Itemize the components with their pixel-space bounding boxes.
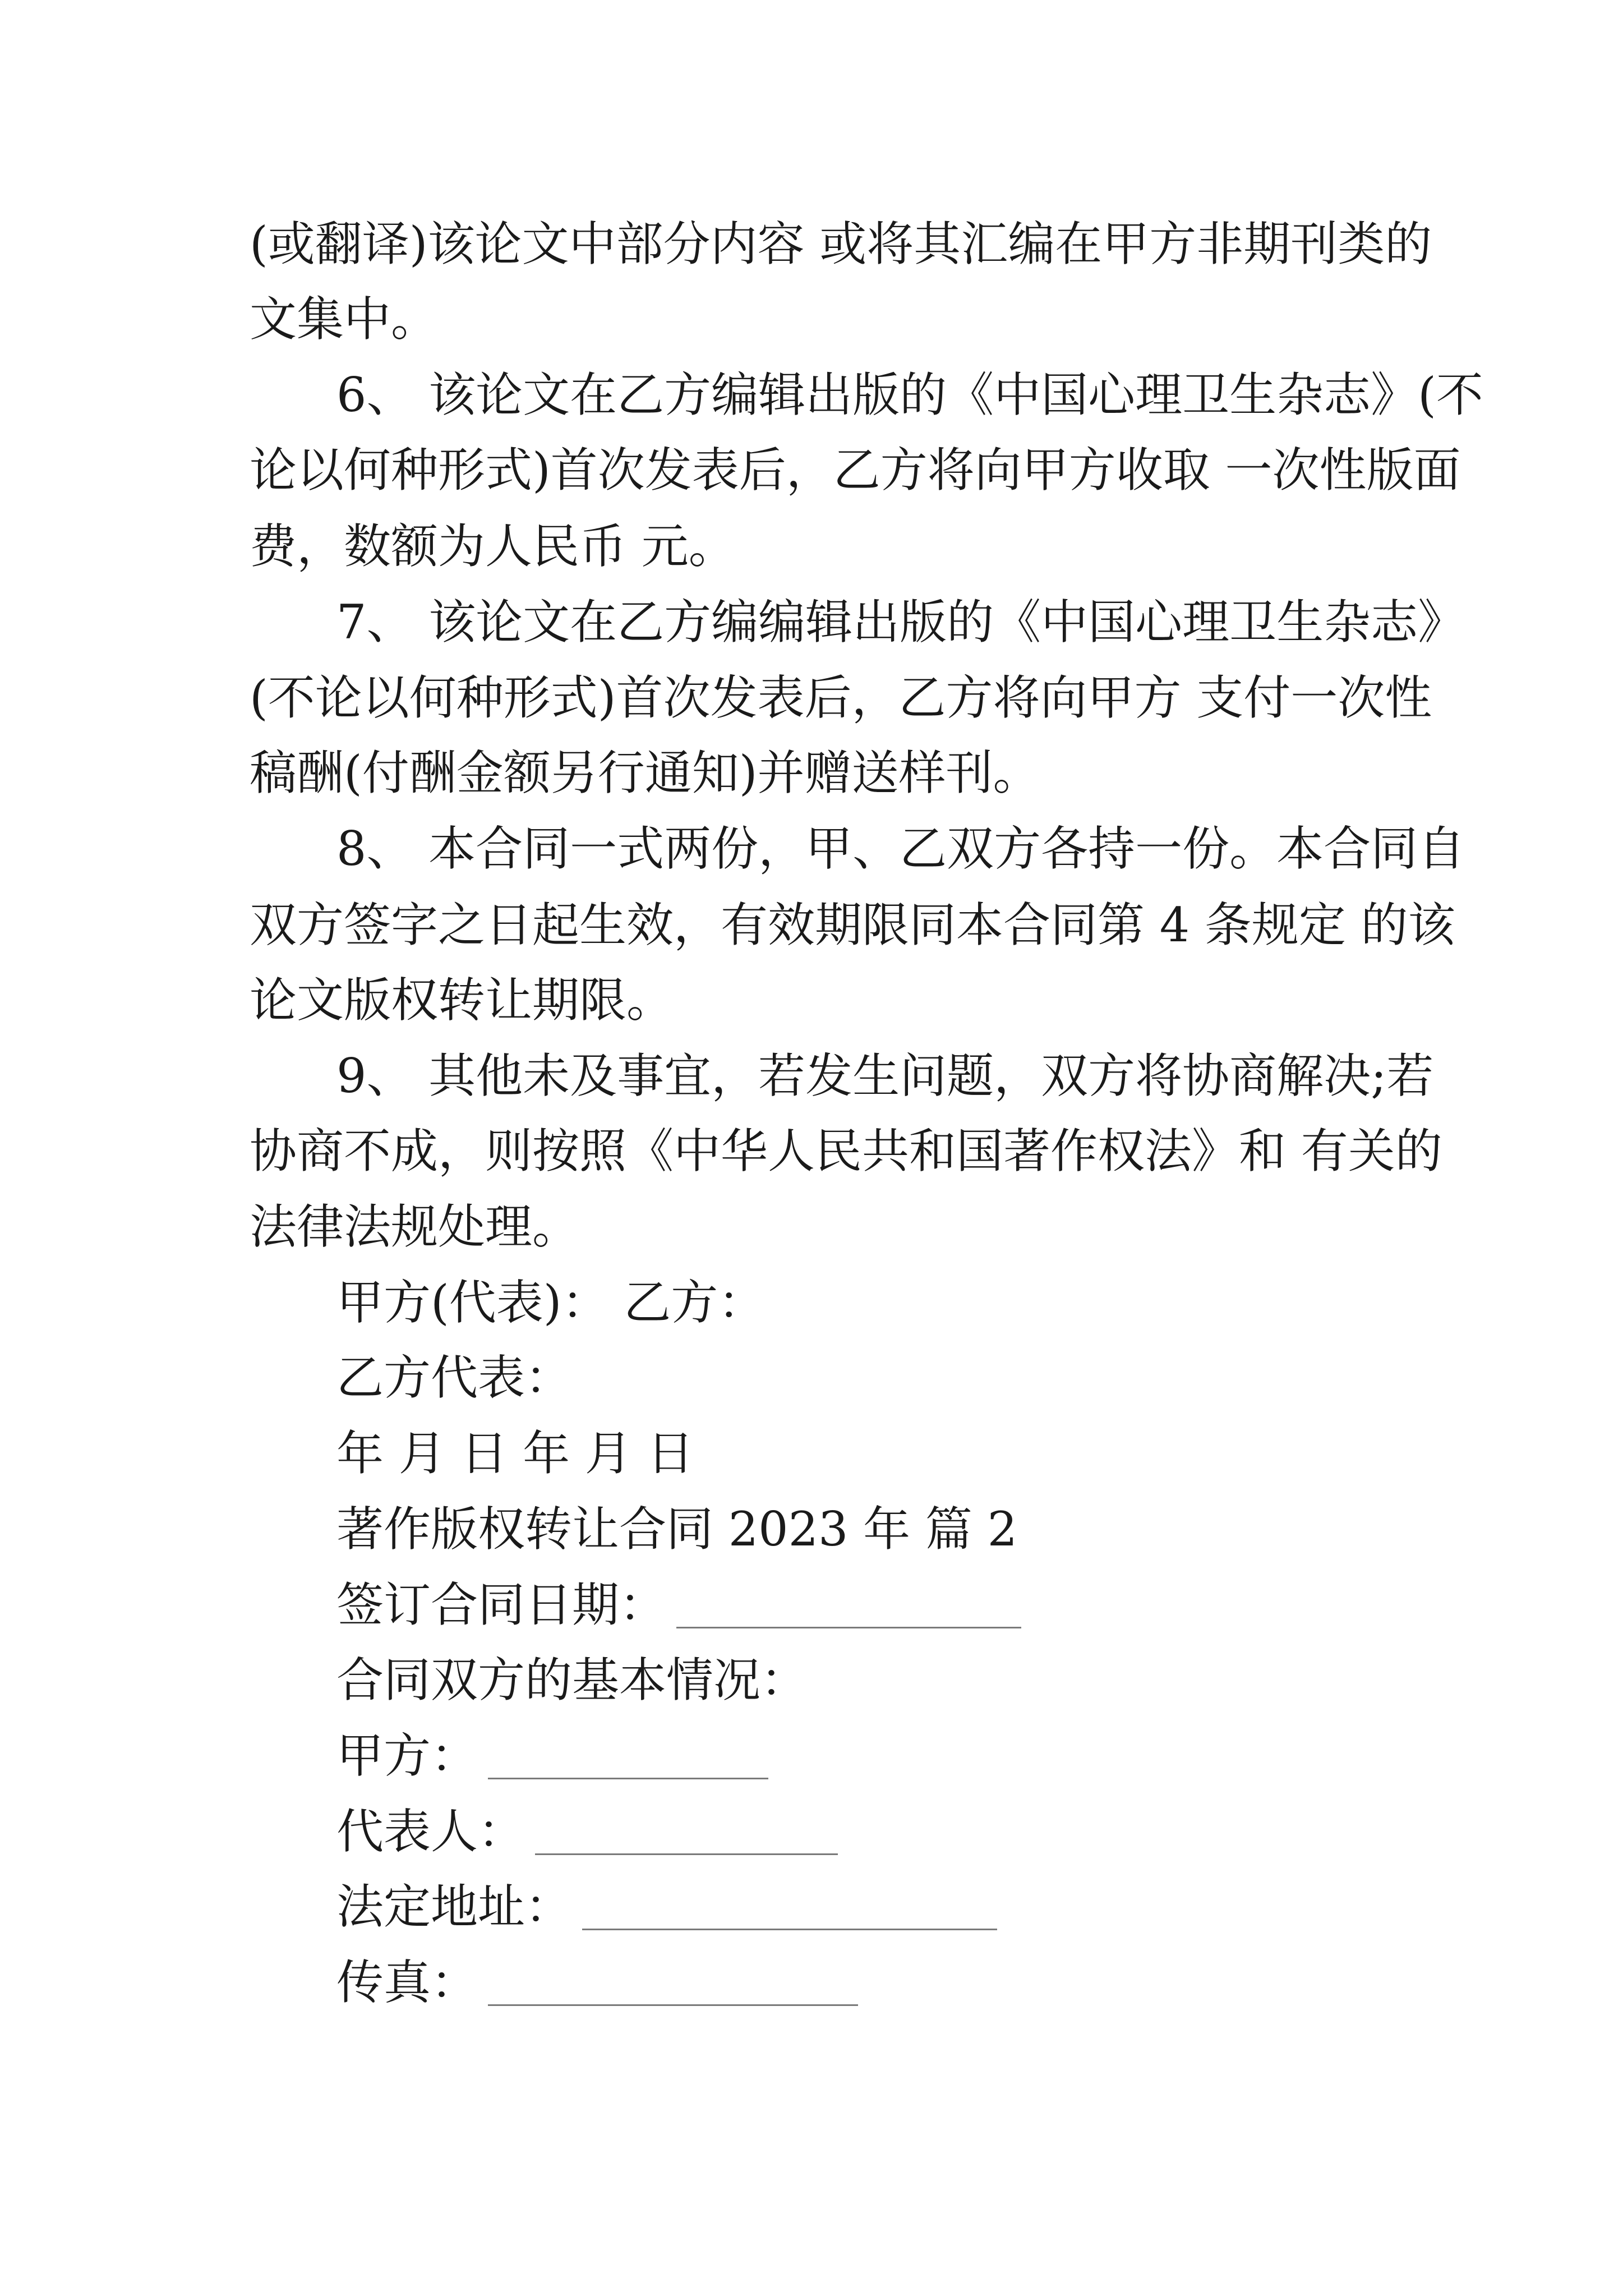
paragraph-5-line-1: (或翻译)该论文中部分内容 或将其汇编在甲方非期刊类的 bbox=[250, 217, 1432, 272]
clause-8-line-2: 双方签字之日起生效，有效期限同本合同第 4 条规定 的该 bbox=[250, 898, 1455, 953]
sign-date-field-row bbox=[336, 1577, 1021, 1635]
clause-9-line-1: 9、 其他未及事宜，若发生问题，双方将协商解决;若 bbox=[336, 1048, 1434, 1103]
clause-8-line-3: 论文版权转让期限。 bbox=[250, 973, 674, 1028]
section-2-title: 著作版权转让合同 2023 年 篇 2 bbox=[336, 1502, 1018, 1557]
signature-date-line: 年 月 日 年 月 日 bbox=[336, 1426, 694, 1481]
clause-9-line-3: 法律法规处理。 bbox=[250, 1199, 580, 1254]
legal-address-field-row bbox=[336, 1879, 997, 1937]
clause-6-line-2: 论以何种形式)首次发表后，乙方将向甲方收取 一次性版面 bbox=[250, 443, 1461, 498]
representative-blank[interactable] bbox=[535, 1814, 838, 1855]
representative-field-row bbox=[336, 1804, 838, 1862]
legal-address-label: 法定地址： bbox=[336, 1879, 573, 1934]
sign-date-label: 签订合同日期： bbox=[336, 1577, 667, 1632]
party-a-field-row bbox=[336, 1728, 768, 1786]
clause-7-line-3: 稿酬(付酬金额另行通知)并赠送样刊。 bbox=[250, 746, 1040, 800]
fax-blank[interactable] bbox=[488, 1965, 858, 2006]
sign-date-blank[interactable] bbox=[676, 1588, 1021, 1628]
party-a-blank[interactable] bbox=[488, 1738, 768, 1779]
representative-label: 代表人： bbox=[336, 1804, 525, 1859]
clause-8-line-1: 8、 本合同一式两份，甲、乙双方各持一份。本合同自 bbox=[336, 821, 1465, 876]
clause-7-line-1: 7、 该论文在乙方编编辑出版的《中国心理卫生杂志》 bbox=[336, 595, 1465, 650]
clause-9-line-2: 协商不成，则按照《中华人民共和国著作权法》和 有关的 bbox=[250, 1124, 1442, 1179]
party-a-representative-line: 甲方(代表)： 乙方： bbox=[336, 1275, 766, 1330]
basic-info-heading: 合同双方的基本情况： bbox=[336, 1653, 808, 1708]
party-a-label: 甲方： bbox=[336, 1728, 478, 1783]
party-b-representative-line: 乙方代表： bbox=[336, 1350, 573, 1405]
fax-field-row bbox=[336, 1955, 858, 2013]
clause-6-line-3: 费，数额为人民币 元。 bbox=[250, 519, 736, 574]
clause-6-line-1: 6、 该论文在乙方编辑出版的《中国心理卫生杂志》(不 bbox=[336, 367, 1483, 422]
fax-label: 传真： bbox=[336, 1955, 478, 2010]
paragraph-5-line-2: 文集中。 bbox=[250, 292, 439, 347]
legal-address-blank[interactable] bbox=[582, 1889, 997, 1930]
clause-7-line-2: (不论以何种形式)首次发表后，乙方将向甲方 支付一次性 bbox=[250, 670, 1432, 725]
